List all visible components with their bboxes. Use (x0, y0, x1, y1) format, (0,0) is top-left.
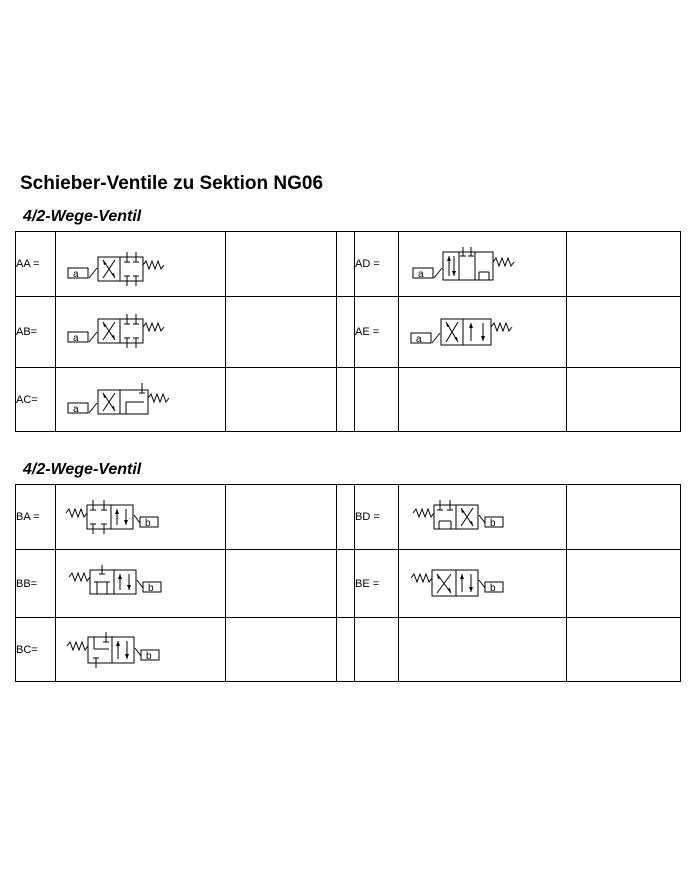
empty-cell (567, 550, 681, 618)
table-row (16, 297, 681, 368)
empty-cell (567, 618, 681, 682)
valve-code-ba: BA = (16, 485, 56, 550)
table-row (16, 550, 681, 618)
operator-a-text: a (73, 404, 79, 415)
valve-code-ac: AC= (16, 368, 56, 432)
table-row (16, 232, 681, 297)
valve-code-empty (355, 618, 399, 682)
table-row (16, 368, 681, 432)
valve-symbol-bb (56, 550, 226, 618)
section-title-a: 4/2-Wege-Ventil (23, 208, 142, 225)
valve-symbol-bc (56, 618, 226, 682)
valve-code-empty (355, 368, 399, 432)
spacer-cell (337, 618, 355, 682)
spacer-cell (337, 485, 355, 550)
operator-a-text: a (416, 334, 422, 345)
empty-cell (567, 232, 681, 297)
empty-cell (226, 550, 337, 618)
section-title-b: 4/2-Wege-Ventil (23, 461, 142, 478)
operator-a-text: a (418, 269, 424, 280)
valve-code-ab: AB= (16, 297, 56, 368)
table-row (16, 618, 681, 682)
operator-a-text: a (73, 269, 79, 280)
valve-code-bb: BB= (16, 550, 56, 618)
valve-table-a (15, 231, 681, 432)
spacer-cell (337, 550, 355, 618)
operator-b-text: b (148, 583, 154, 594)
valve-symbol-aa (56, 232, 226, 297)
document-title: Schieber-Ventile zu Sektion NG06 (20, 173, 324, 194)
valve-symbol-ad (399, 232, 567, 297)
valve-code-bd: BD = (355, 485, 399, 550)
spacer-cell (337, 297, 355, 368)
valve-symbol-ac (56, 368, 226, 432)
operator-b-text: b (490, 583, 496, 594)
operator-b-text: b (490, 518, 496, 529)
empty-cell (567, 485, 681, 550)
operator-b-text: b (145, 518, 151, 529)
empty-cell (567, 297, 681, 368)
empty-cell (399, 618, 567, 682)
empty-cell (226, 368, 337, 432)
operator-b-text: b (146, 651, 152, 662)
valve-code-aa: AA = (16, 232, 56, 297)
valve-code-bc: BC= (16, 618, 56, 682)
spacer-cell (337, 368, 355, 432)
valve-code-ae: AE = (355, 297, 399, 368)
empty-cell (399, 368, 567, 432)
empty-cell (226, 297, 337, 368)
valve-symbol-bd (399, 485, 567, 550)
empty-cell (226, 618, 337, 682)
valve-code-be: BE = (355, 550, 399, 618)
valve-code-ad: AD = (355, 232, 399, 297)
empty-cell (567, 368, 681, 432)
empty-cell (226, 232, 337, 297)
valve-table-b (15, 484, 681, 682)
valve-symbol-ab (56, 297, 226, 368)
valve-symbol-ba (56, 485, 226, 550)
operator-a-text: a (73, 333, 79, 344)
table-row (16, 485, 681, 550)
empty-cell (226, 485, 337, 550)
valve-symbol-be (399, 550, 567, 618)
spacer-cell (337, 232, 355, 297)
valve-symbol-ae (399, 297, 567, 368)
